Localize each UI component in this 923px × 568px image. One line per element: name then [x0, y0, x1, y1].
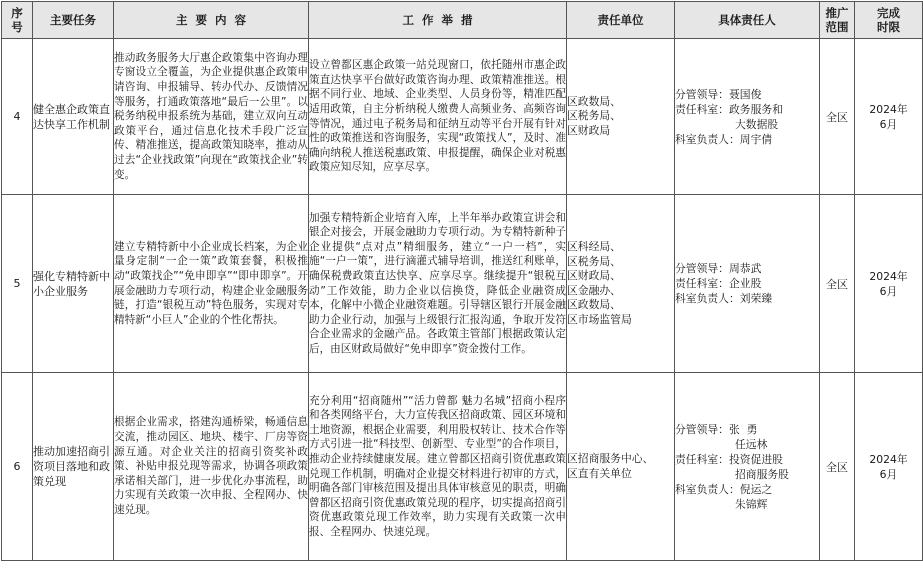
header-row — [2, 2, 923, 39]
table-row — [2, 373, 923, 561]
leader-name: 聂国俊 — [728, 87, 762, 101]
row-scope: 全区 — [820, 39, 855, 195]
header-measures: 工 作 举 措 — [309, 2, 567, 39]
row-task: 强化专精特新中小企业服务 — [33, 195, 114, 373]
leader-label: 分管领导： — [675, 87, 729, 101]
leader-label: 分管领导： — [675, 422, 729, 436]
row-person — [675, 195, 820, 373]
row-person — [675, 373, 820, 561]
task-table — [1, 1, 923, 561]
head-name: 刘荣臻 — [739, 292, 773, 305]
head-name: 倪运之 — [739, 482, 773, 496]
leader-name: 张 勇 — [728, 422, 758, 436]
header-unit: 责任单位 — [567, 2, 675, 39]
row-content: 建立专精特新中小企业成长档案，为企业量身定制“一企一策”政策套餐，积极推动“政策找企”“免申即享”“即申即享”。开展金融助力专项行动，构建企业金融服务链，打造“银税互动”特色服务，实现对专精特新“小巨人”企业的个性化帮扶。 — [114, 195, 309, 373]
dept-label: 责任科室： — [675, 452, 729, 466]
head-label: 科室负责人： — [675, 132, 740, 146]
row-task: 推动加速招商引资项目落地和政策兑现 — [33, 373, 114, 561]
dept-label: 责任科室： — [675, 102, 729, 116]
row-unit: 区政数局、 区税务局、 区财政局 — [567, 39, 675, 195]
head-name: 朱锦辉 — [735, 497, 768, 511]
dept-name: 政务服务和 — [728, 102, 783, 116]
dept-name: 大数据股 — [735, 117, 779, 131]
dept-name: 投资促进股 — [728, 452, 783, 466]
row-measures: 设立曾都区惠企政策一站兑现窗口，依托随州市惠企政策直达快享平台做好政策咨询办理、政策精准推送。根据不同行业、地域、企业类型、人员身份等，精准匹配适用政策，自主分析纳税人缴费人高频业务、高频咨询等情况，通过电子税务局和征纳互动等平台开展有针对性的政策推送和咨询服务，实现“政策找人”，及时、准确向纳税人推送税惠政策、申报提醒，确保企业对税惠政策应知尽知，应享尽享。 — [309, 39, 567, 195]
row-deadline: 2024年 6月 — [855, 373, 923, 561]
head-label: 科室负责人： — [675, 292, 740, 305]
header-person: 具体责任人 — [675, 2, 820, 39]
table-row — [2, 39, 923, 195]
leader-name: 周恭武 — [728, 262, 762, 275]
row-task: 健全惠企政策直达快享工作机制 — [33, 39, 114, 195]
row-content: 推动政务服务大厅惠企政策集中咨询办理专窗设立全覆盖，为企业提供惠企政策申请咨询、申报辅导、转办代办、反馈情况等服务，打通政策落地“最后一公里”。以税务纳税申报系统为基础，建立双向互动政策平台，通过信息化技术手段广泛宣传、精准推送，提高政策知晓率，推动从过去“企业找政策”向现在“政策找企业”转变。 — [114, 39, 309, 195]
header-task: 主要任务 — [33, 2, 114, 39]
header-deadline: 完成 时限 — [855, 2, 923, 39]
row-scope: 全区 — [820, 195, 855, 373]
header-seq: 序 号 — [2, 2, 33, 39]
row-content: 根据企业需求，搭建沟通桥梁，畅通信息交流，推动园区、地块、楼宇、厂房等资源互通。对企业关注的招商引资奖补政策、补贴申报兑现等需求，协调各项政策承诺相关部门，进一步优化办事流程，助力实现有关政策一次申报、全程网办、快速兑现。 — [114, 373, 309, 561]
row-seq: 4 — [2, 39, 33, 195]
row-deadline: 2024年 6月 — [855, 195, 923, 373]
row-measures: 充分利用“招商随州”“活力曾都 魅力名城”招商小程序和各类网络平台，大力宣传我区招商政策、园区环境和土地资源，根据企业需要，利用股权转让、技术合作等方式引进一批“科技型、创新型、专业型”的合作项目，推动企业持续健康发展。建立曾都区招商引资优惠政策兑现工作机制，明确对企业提交材料进行初审的方式，明确各部门审核范围及提出具体审核意见的职责，明确曾都区招商引资优惠政策兑现的程序，切实提高招商引资优惠政策兑现工作效率，助力实现有关政策一次申报、全程网办、快速兑现。 — [309, 373, 567, 561]
header-content: 主 要 内 容 — [114, 2, 309, 39]
header-scope: 推广 范围 — [820, 2, 855, 39]
row-person — [675, 39, 820, 195]
dept-label: 责任科室： — [675, 277, 729, 290]
dept-name: 企业股 — [728, 277, 762, 290]
row-seq: 5 — [2, 195, 33, 373]
head-label: 科室负责人： — [675, 482, 740, 496]
row-unit: 区科经局、 区税务局、 区财政局、 区金融办、 区政数局、 区市场监管局 — [567, 195, 675, 373]
leader-name: 任远林 — [735, 437, 768, 451]
leader-label: 分管领导： — [675, 262, 729, 275]
row-measures: 加强专精特新企业培育入库，上半年举办政策宣讲会和银企对接会，开展金融助力专项行动。为专精特新种子企业提供“点对点”精细服务，建立“一户一档”，实施“一户一策”，进行滴灌式辅导培训，推送红利账单，确保税费政策直达快享、应享尽享。继续提升“银税互动”工作效能，助力企业以信换贷，降低企业融资成本，化解中小微企业融资难题。引导辖区银行开展金融助力企业行动，加强与上级银行汇报沟通，争取开发符合企业需求的金融产品。各政策主管部门根据政策认定后，由区财政局做好“免申即享”资金拨付工作。 — [309, 195, 567, 373]
row-seq: 6 — [2, 373, 33, 561]
row-deadline: 2024年 6月 — [855, 39, 923, 195]
row-scope: 全区 — [820, 373, 855, 561]
dept-name: 招商服务股 — [735, 467, 789, 481]
table-row — [2, 195, 923, 373]
head-name: 周宇倩 — [739, 132, 773, 146]
row-unit: 区招商服务中心、 区直有关单位 — [567, 373, 675, 561]
